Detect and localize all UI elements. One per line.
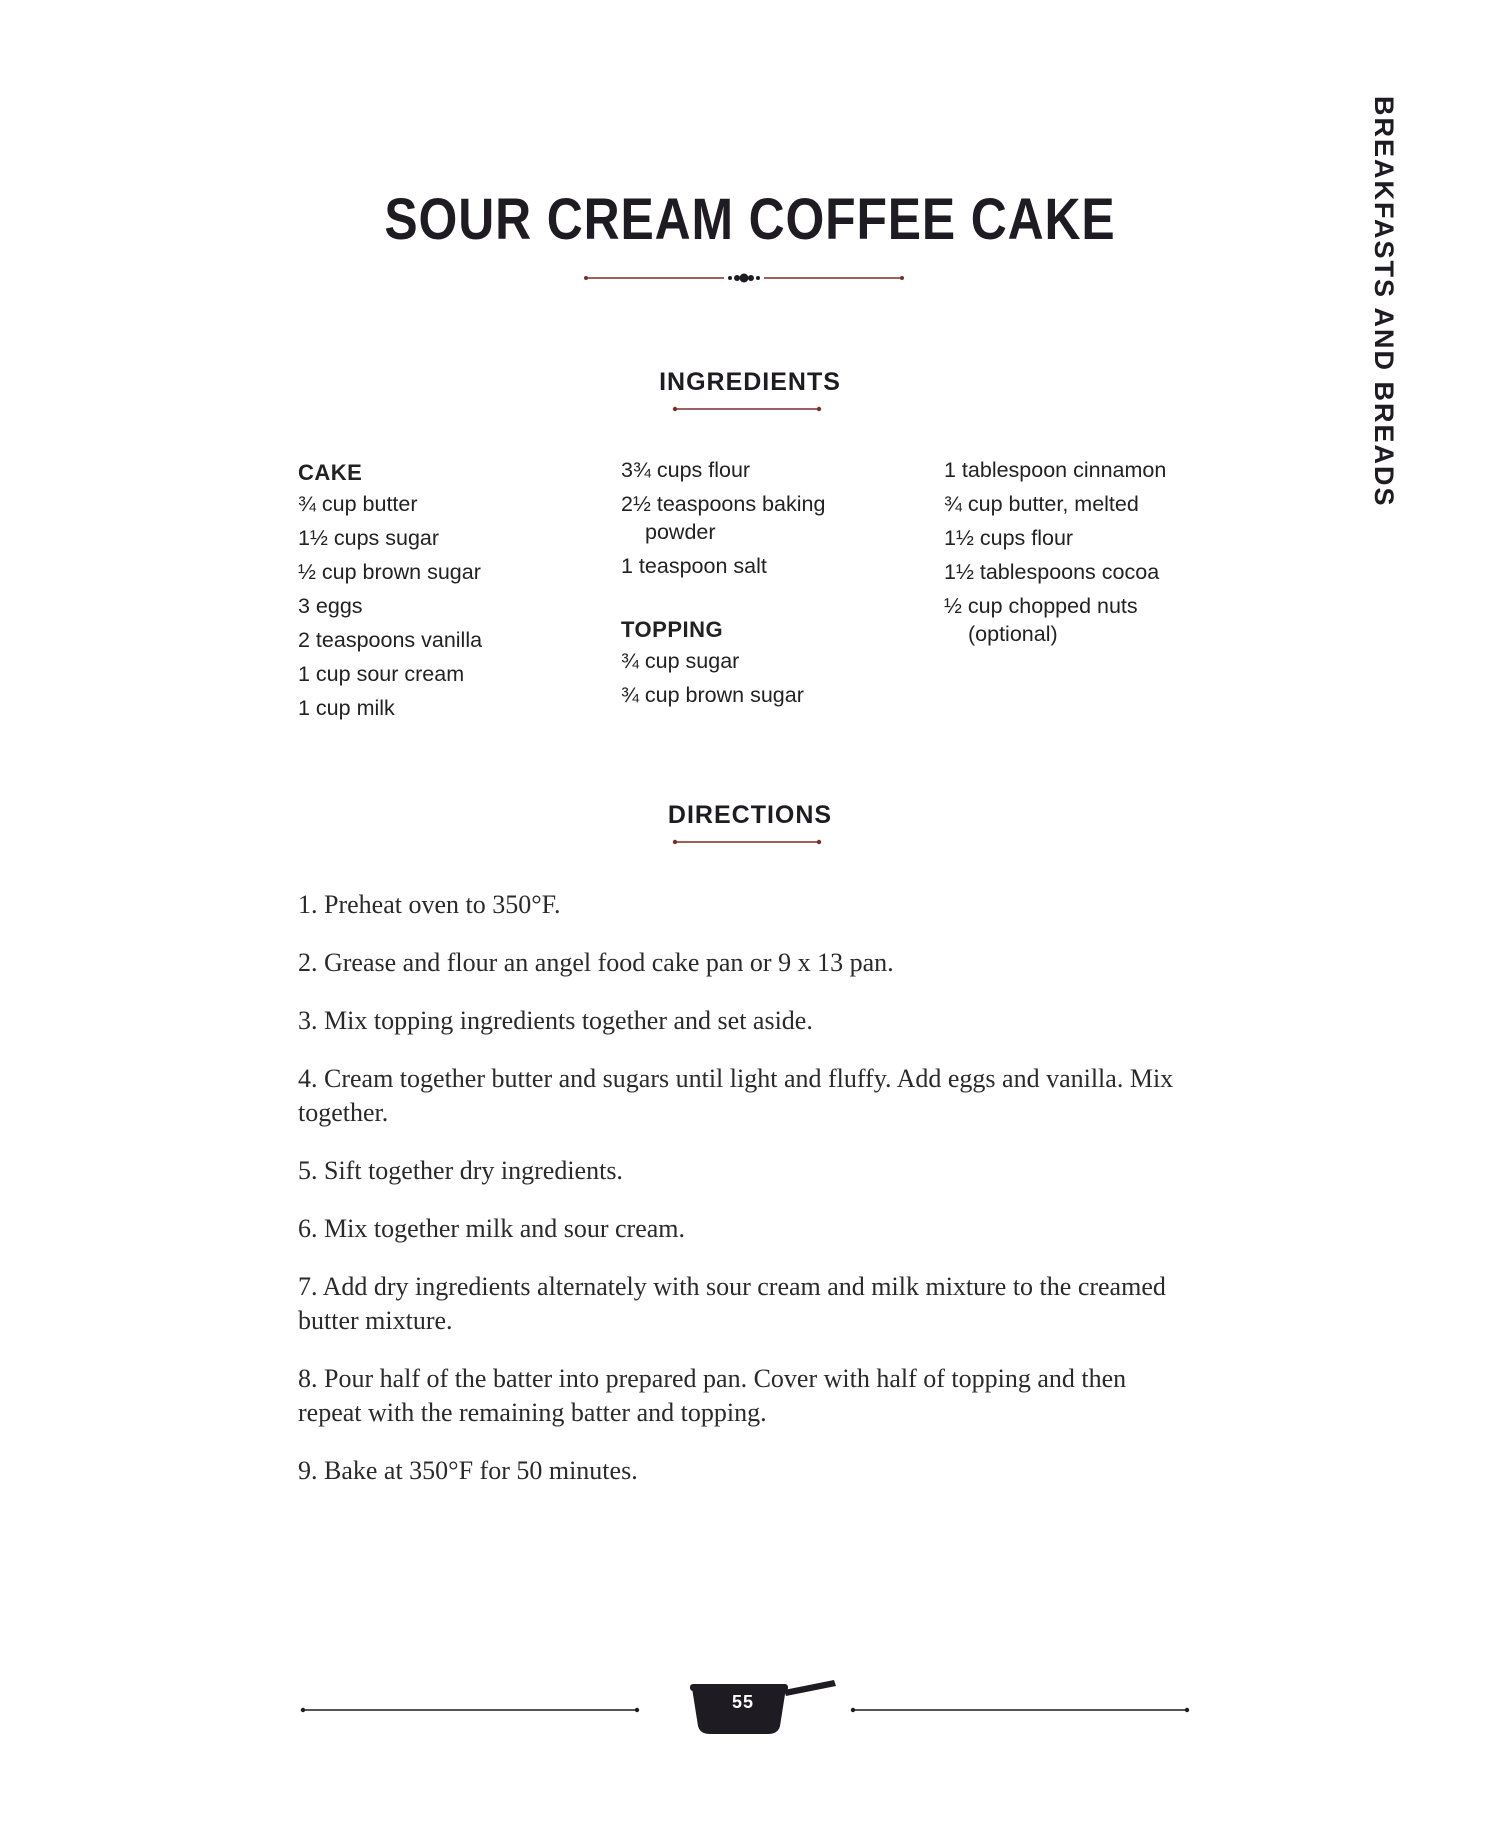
step-number: 6. — [298, 1214, 318, 1243]
ingredient-item: ½ cup chopped nuts (optional) — [944, 594, 1138, 646]
ingredients-column-2 — [621, 456, 861, 715]
section-tab: BREAKFASTS AND BREADS — [1369, 96, 1399, 508]
ingredient-item: 1½ cups flour — [944, 526, 1074, 550]
directions-rule — [672, 838, 822, 846]
ingredient-item: 2½ teaspoons baking powder — [621, 492, 826, 544]
ingredients-heading: INGREDIENTS — [659, 368, 841, 396]
direction-step — [298, 946, 1178, 980]
direction-step — [298, 1154, 1178, 1188]
ingredient-item: ½ cup brown sugar — [298, 560, 481, 584]
ingredient-item: ¾ cup butter, melted — [944, 492, 1139, 516]
step-text: Mix together milk and sour cream. — [324, 1214, 686, 1243]
ingredient-item: 1½ cups sugar — [298, 526, 440, 550]
cake-ingredient-list — [298, 490, 598, 722]
step-text: Preheat oven to 350°F. — [324, 890, 561, 919]
step-number: 4. — [298, 1064, 318, 1093]
direction-step — [298, 1454, 1178, 1488]
step-text: Sift together dry ingredients. — [324, 1156, 623, 1185]
ingredients-rule — [672, 405, 822, 413]
step-text: Cream together butter and sugars until light and fluffy. Add eggs and vanilla. Mix together. — [298, 1064, 1174, 1127]
footer-rule-left — [300, 1705, 640, 1715]
ingredient-item: 1 cup milk — [298, 696, 395, 720]
ingredient-item: 1 cup sour cream — [298, 662, 465, 686]
ingredients-column-1 — [298, 456, 598, 728]
ingredient-item: 1½ tablespoons cocoa — [944, 560, 1160, 584]
direction-step — [298, 1212, 1178, 1246]
directions-list — [298, 888, 1178, 1512]
directions-heading: DIRECTIONS — [667, 801, 833, 829]
step-text: Add dry ingredients alternately with sour cream and milk mixture to the creamed butter mixture. — [298, 1272, 1166, 1335]
direction-step — [298, 888, 1178, 922]
ingredients-column-3 — [944, 456, 1194, 654]
step-text: Bake at 350°F for 50 minutes. — [324, 1456, 638, 1485]
ingredient-item: 1 tablespoon cinnamon — [944, 458, 1167, 482]
page-title: SOUR CREAM COFFEE CAKE — [384, 187, 1116, 252]
step-number: 8. — [298, 1364, 318, 1393]
title-ornament — [584, 270, 904, 286]
direction-step — [298, 1004, 1178, 1038]
step-number: 7. — [298, 1272, 318, 1301]
step-number: 1. — [298, 890, 318, 919]
step-text: Mix topping ingredients together and set aside. — [324, 1006, 813, 1035]
cake-subheading: CAKE — [298, 460, 363, 485]
step-text: Grease and flour an angel food cake pan or 9 x 13 pan. — [324, 948, 894, 977]
direction-step — [298, 1062, 1178, 1130]
ingredient-item: 3¾ cups flour — [621, 458, 751, 482]
ingredient-item: ¾ cup butter — [298, 492, 418, 516]
step-number: 3. — [298, 1006, 318, 1035]
ingredient-item: 3 eggs — [298, 594, 363, 618]
ingredient-item: 1 teaspoon salt — [621, 554, 767, 578]
ingredient-item: ¾ cup sugar — [621, 649, 740, 673]
dry-ingredient-list — [621, 456, 861, 580]
step-text: Pour half of the batter into prepared pan. Cover with half of topping and then repeat with the remaining batter and topping. — [298, 1364, 1127, 1427]
ingredient-item: ¾ cup brown sugar — [621, 683, 804, 707]
footer-rule-right — [850, 1705, 1190, 1715]
page-number: 55 — [731, 1692, 755, 1712]
step-number: 5. — [298, 1156, 318, 1185]
step-number: 2. — [298, 948, 318, 977]
topping-ingredient-list — [621, 647, 861, 709]
step-number: 9. — [298, 1456, 318, 1485]
direction-step — [298, 1270, 1178, 1338]
topping-extra-list — [944, 456, 1194, 648]
ingredient-item: 2 teaspoons vanilla — [298, 628, 483, 652]
direction-step — [298, 1362, 1178, 1430]
topping-subheading: TOPPING — [621, 617, 724, 642]
